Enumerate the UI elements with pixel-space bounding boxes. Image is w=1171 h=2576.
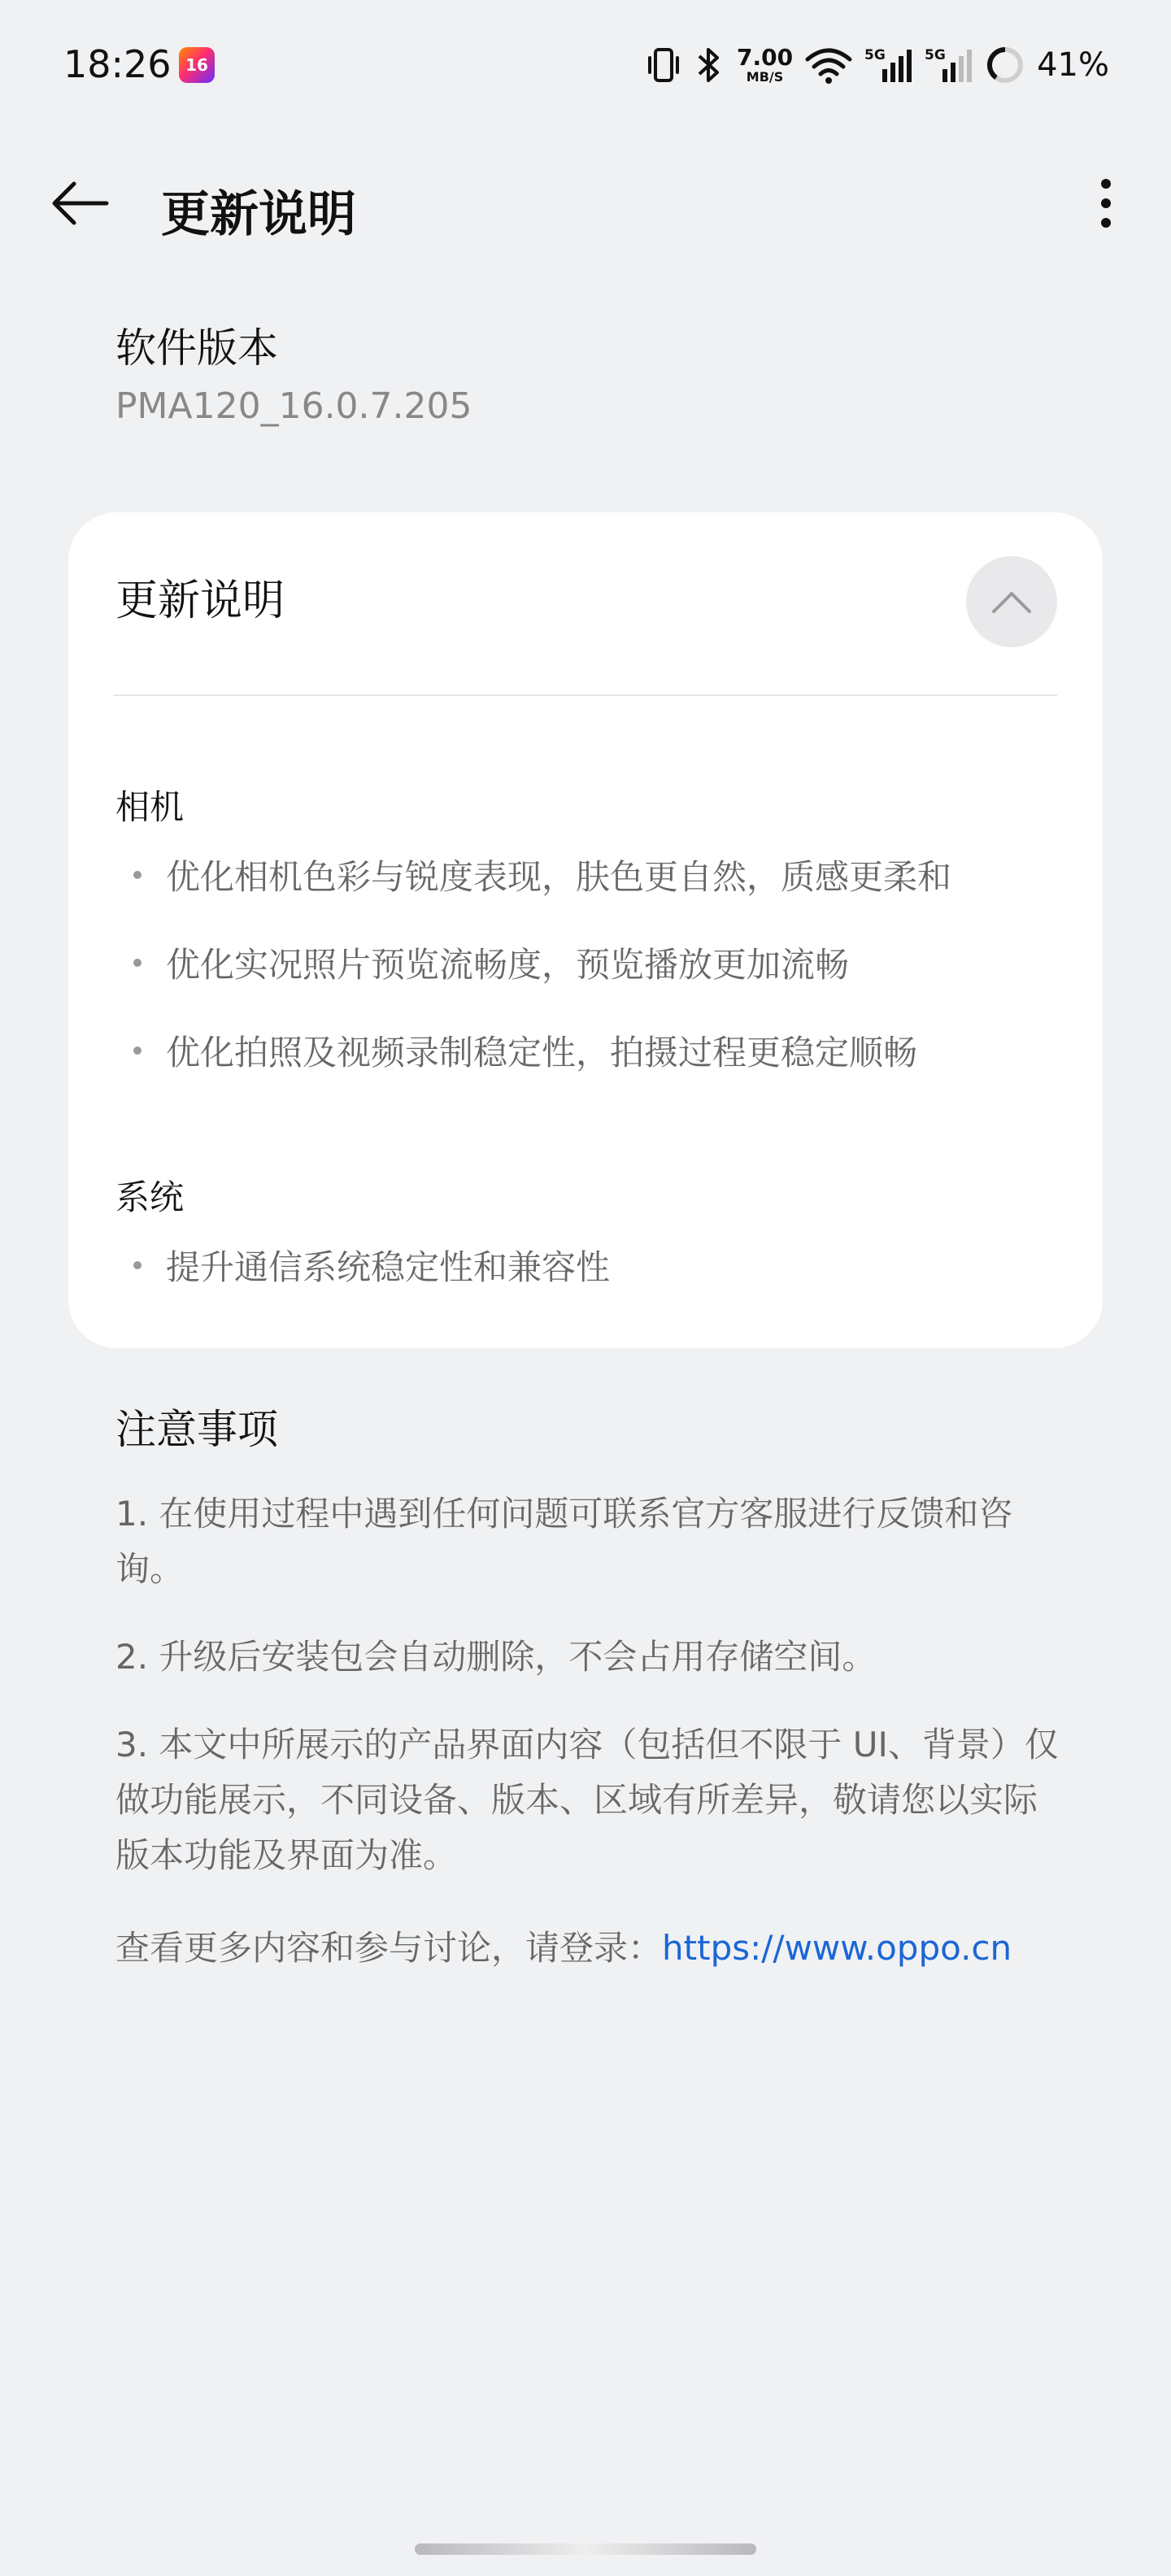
network-speed-unit: MB/S [746, 69, 784, 85]
status-icons [646, 41, 1109, 89]
status-bar [0, 0, 1171, 130]
network-speed-value: 7.00 [737, 44, 794, 71]
bullet-icon [133, 871, 141, 879]
signal-icon [864, 45, 913, 85]
card-title: 更新说明 [115, 577, 285, 625]
note-item: 1. 在使用过程中遇到任何问题可联系官方客服进行反馈和咨询。 [115, 1494, 1013, 1589]
signal2-label: 5G [925, 47, 946, 63]
bullet-icon [133, 1046, 141, 1055]
oppo-community-link[interactable]: https://www.oppo.cn [662, 1928, 1012, 1968]
bullet-icon [133, 959, 141, 967]
wifi-icon [804, 45, 853, 85]
divider [114, 694, 1057, 696]
arrow-left-icon [48, 179, 110, 228]
collapse-button[interactable] [966, 556, 1057, 647]
section-title-system: 系统 [115, 1177, 185, 1217]
app-badge-icon: 16 [179, 47, 215, 83]
chevron-up-icon [989, 585, 1034, 618]
software-version-value: PMA120_16.0.7.205 [115, 385, 472, 427]
list-item-text: 优化相机色彩与锐度表现，肤色更自然，质感更柔和 [166, 857, 952, 897]
more-options-button[interactable] [1073, 171, 1138, 236]
software-version-label: 软件版本 [115, 324, 278, 372]
note-item: 3. 本文中所展示的产品界面内容（包括但不限于 UI、背景）仅做功能展示，不同设备、版本、区域有所差异，敬请您以实际版本功能及界面为准。 [115, 1725, 1059, 1875]
more-info-prefix: 查看更多内容和参与讨论，请登录： [115, 1928, 663, 1968]
list-item [133, 1241, 610, 1290]
back-button[interactable] [42, 171, 115, 236]
more-info-text [115, 1921, 1012, 1976]
home-indicator[interactable] [415, 2543, 756, 2555]
section-title-camera: 相机 [115, 787, 185, 827]
notes-title: 注意事项 [115, 1406, 278, 1453]
status-time: 18:26 [63, 42, 172, 86]
battery-level: 41% [1037, 46, 1109, 84]
list-item-text: 提升通信系统稳定性和兼容性 [166, 1247, 611, 1287]
list-item [133, 1026, 917, 1075]
signal1-label: 5G [864, 47, 886, 63]
page-title: 更新说明 [161, 186, 356, 243]
update-notes-card [68, 512, 1103, 1348]
list-item [133, 938, 849, 987]
more-vertical-icon [1101, 179, 1111, 189]
battery-ring-icon [985, 45, 1025, 85]
list-item [133, 851, 951, 899]
list-item-text: 优化拍照及视频录制稳定性，拍摄过程更稳定顺畅 [166, 1033, 918, 1073]
app-header [0, 146, 1171, 260]
bluetooth-icon [693, 45, 725, 85]
signal-icon [925, 45, 973, 85]
list-item-text: 优化实况照片预览流畅度，预览播放更加流畅 [166, 945, 850, 985]
vibrate-icon [646, 45, 681, 85]
network-speed [737, 46, 793, 84]
bullet-icon [133, 1261, 141, 1269]
note-item: 2. 升级后安装包会自动删除，不会占用存储空间。 [115, 1637, 877, 1677]
